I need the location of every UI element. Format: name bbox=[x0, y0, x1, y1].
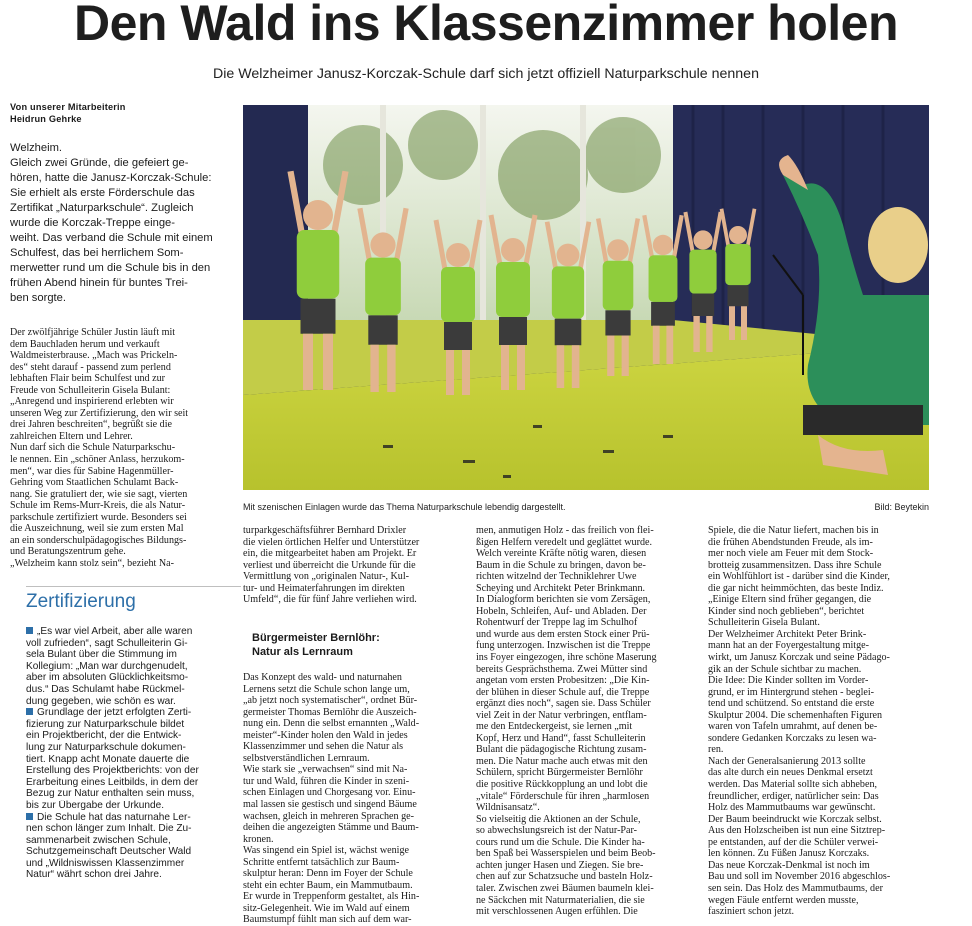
text-line: die positive Rückkopplung an und lobt die bbox=[476, 779, 648, 791]
text-line: Baumstumpf fühlt man sich auf dem war- bbox=[243, 914, 412, 926]
text-line: „ab jetzt noch systematischer“, ordnet Bür- bbox=[243, 695, 418, 707]
zert-text: Erstellung des Projektberichts: von der bbox=[26, 765, 199, 777]
text-line: Vermittlung von „originalen Natur-, Kul- bbox=[243, 571, 410, 583]
zert-text: aber im absoluten Glücklichkeitsmo- bbox=[26, 672, 189, 684]
text-line: lebhaften Flair beim Schulfest und zur bbox=[10, 373, 166, 385]
byline-line: Von unserer Mitarbeiterin bbox=[10, 102, 126, 112]
text-line: Er wurde in Treppenform gestaltet, als Hin- bbox=[243, 891, 420, 903]
zert-text: nen schon länger zum Inhalt. Die Zu- bbox=[26, 823, 192, 835]
column-2a bbox=[243, 525, 468, 606]
text-line: Scheying und Architekt Peter Brinkmann. bbox=[476, 582, 646, 594]
text-line: Freude von Schulleiterin Gisela Bulant: bbox=[10, 384, 171, 396]
text-line: Rohentwurf der Treppe lag im Schulhof bbox=[476, 617, 638, 629]
text-line: Holz des Mammutbaums war gewünscht. bbox=[708, 802, 876, 814]
text-line: Bau und soll im November 2016 abgeschlos- bbox=[708, 871, 891, 883]
text-line: Lernens setzt die Schule schon lange um, bbox=[243, 683, 410, 695]
text-line: ins Foyer eingezogen, ihre schöne Maserung bbox=[476, 652, 657, 664]
text-line: Waldmeisterbrause. „Mach was Prickeln- bbox=[10, 350, 178, 362]
text-line: men. Die Natur mache auch etwas mit den bbox=[476, 755, 648, 767]
text-line: verliest und überreicht die Urkunde für die bbox=[243, 559, 416, 571]
text-line: sondere Gedanken Korczaks zu lesen wa- bbox=[708, 732, 877, 744]
photo-illustration bbox=[243, 105, 929, 490]
text-line: kronen. bbox=[243, 833, 274, 845]
text-line: an ein sonderschulpädagogisches Bildungs- bbox=[10, 534, 187, 546]
zert-line bbox=[26, 742, 241, 754]
zert-line bbox=[26, 661, 241, 673]
text-line: Hobeln, Schleifen, Auf- und Abladen. Der bbox=[476, 605, 647, 617]
text-line: sitz-Gelegenheit. Wie im Wald auf einem bbox=[243, 902, 410, 914]
text-line: schen Einlagen und Chorgesang vor. Einu- bbox=[243, 787, 416, 799]
text-line: Die Idee: Die Kinder sollten im Vorder- bbox=[708, 675, 869, 687]
text-line: ne Säckchen mit Naturmaterialien, die sie bbox=[476, 894, 645, 906]
text-line: tend und schützend. So entstand die erste bbox=[708, 698, 875, 710]
text-line: meister“-Kinder holen den Wald in jedes bbox=[243, 729, 408, 741]
text-line: wurde die Korczak-Treppe einge- bbox=[10, 217, 175, 229]
bullet-square-icon bbox=[26, 627, 33, 634]
text-line: ein Wohlfühlort ist - darüber sind die Kinder, bbox=[708, 571, 890, 583]
text-line: selbstverständlichen Lernraum. bbox=[243, 752, 370, 764]
text-line: dem Bauchladen herum und verkauft bbox=[10, 338, 160, 350]
text-line: Was singend ein Spiel ist, wächst wenige bbox=[243, 845, 409, 857]
photo-caption: Mit szenischen Einlagen wurde das Thema Naturparkschule lebendig dargestellt. bbox=[243, 502, 566, 512]
zert-line bbox=[26, 788, 241, 800]
column-4 bbox=[708, 525, 932, 918]
zert-text: Schutzgemeinschaft Deutscher Wald bbox=[26, 846, 192, 858]
zert-line bbox=[26, 812, 241, 824]
text-line: len können. Zu Füßen Janusz Korczaks. bbox=[708, 848, 870, 860]
text-line: wegen Fäule entfernt werden musste, bbox=[708, 894, 859, 906]
text-line: sen sein. Das Holz des Mammutbaums, der bbox=[708, 882, 883, 894]
text-line: Skulptur 2004. Die schemenhaften Figuren bbox=[708, 709, 883, 721]
text-line: So vielseitig die Aktionen an der Schule, bbox=[476, 813, 641, 825]
text-line: Zertifikat „Naturparkschule“. Zugleich bbox=[10, 202, 194, 214]
text-line: des“ steht darauf - passend zum perlend bbox=[10, 361, 171, 373]
column-2-subheading bbox=[252, 632, 467, 659]
text-line: Schritte entfernt tatsächlich zur Baum- bbox=[243, 856, 400, 868]
text-line: Schülern, spricht Bürgermeister Bernlöhr bbox=[476, 767, 643, 779]
bullet-square-icon bbox=[26, 708, 33, 715]
zert-text: Bezug zur Natur enthalten sein muss, bbox=[26, 788, 195, 800]
zert-text: sammenarbeit zwischen Schule, bbox=[26, 834, 171, 846]
text-line: taler. Zwischen zwei Bäumen baumeln klei- bbox=[476, 882, 654, 894]
text-line: deihen die angezeigten Stämme und Baum- bbox=[243, 822, 419, 834]
text-line: die frühen Abendstunden Freude, als im- bbox=[708, 536, 873, 548]
zert-text: tiert. Knapp acht Monate dauerte die bbox=[26, 753, 190, 765]
text-line: freundlicher, erdiger, natürlicher sein: Das bbox=[708, 790, 879, 802]
zert-line bbox=[26, 835, 241, 847]
text-line: werden. Das Material sollte sich abheben, bbox=[708, 779, 878, 791]
text-line: chen auf zur Schatzsuche und basteln Holz- bbox=[476, 871, 653, 883]
text-line: mer noch viele am Feuer mit dem Stock- bbox=[708, 548, 874, 560]
text-line: richten witzelnd der Techniklehrer Uwe bbox=[476, 571, 637, 583]
text-line: Der zwölfjährige Schüler Justin läuft mit bbox=[10, 327, 176, 338]
zert-text: „Es war viel Arbeit, aber alle waren bbox=[37, 626, 193, 637]
text-line: zahlreichen Eltern und Lehrer. bbox=[10, 430, 133, 442]
text-line: Schulleiterin Gisela Bulant. bbox=[708, 617, 820, 629]
zert-text: Grundlage der jetzt erfolgten Zerti- bbox=[37, 707, 192, 719]
text-line: turparkgeschäftsführer Bernhard Drixler bbox=[243, 525, 407, 536]
text-line: Gehring vom Staatlichen Schulamt Back- bbox=[10, 477, 179, 489]
text-line: brotteig zusammensitzen. Dass ihre Schule bbox=[708, 559, 882, 571]
zert-line bbox=[26, 707, 241, 719]
text-line: wirkt, um Janusz Korczak und seine Pädago- bbox=[708, 652, 890, 664]
zert-line bbox=[26, 800, 241, 812]
text-line: die Auszeichnung, weil sie zum ersten Mal bbox=[10, 523, 184, 535]
zertifizierung-heading: Zertifizierung bbox=[26, 591, 136, 612]
text-line: angetan vom ersten Probesitzen: „Die Kin- bbox=[476, 675, 650, 687]
text-line: weiht. Das verband die Schule mit einem bbox=[10, 232, 213, 244]
zert-text: Natur“ währt schon drei Jahre. bbox=[26, 869, 162, 881]
text-line: so abwechslungsreich ist der Natur-Par- bbox=[476, 825, 638, 837]
subheadline: Die Welzheimer Janusz-Korczak-Schule darf sich jetzt offiziell Naturparkschule nennen bbox=[213, 66, 759, 82]
zert-line bbox=[26, 649, 241, 661]
text-line: der blühen in dieser Schule auf, die Treppe bbox=[476, 686, 650, 698]
zert-line bbox=[26, 869, 241, 881]
text-line: wachsen, gleich in mehreren Sprachen ge- bbox=[243, 810, 414, 822]
text-line: merwetter rund um die Schule bis in den bbox=[10, 262, 211, 274]
text-line: „Einige Eltern sind früher gegangen, die bbox=[708, 594, 872, 606]
text-line: ben Spaß bei Wasserspielen und beim Beob- bbox=[476, 848, 656, 860]
text-line: „Anregend und inspirierend erlebten wir bbox=[10, 396, 174, 408]
text-line: ben sorgte. bbox=[10, 292, 66, 304]
article-photo bbox=[243, 105, 929, 490]
zert-text: ein Projektbericht, der die Entwick- bbox=[26, 730, 182, 742]
bullet-square-icon bbox=[26, 813, 33, 820]
text-line: Baum in die Schule zu bringen, davon be- bbox=[476, 559, 646, 571]
column-1 bbox=[10, 327, 242, 569]
text-line: fasziniert schon jetzt. bbox=[708, 906, 795, 918]
text-line: grund, er im Hintergrund stehen - beglei- bbox=[708, 686, 875, 698]
zert-line bbox=[26, 777, 241, 789]
text-line: tur und Wald, führen die Kinder in szeni- bbox=[243, 775, 410, 787]
text-line: Sie erhielt als erste Förderschule das bbox=[10, 187, 195, 199]
zertifizierung-box bbox=[26, 626, 241, 881]
text-line: nung ein. Denn die selbst ernannten „Wald- bbox=[243, 718, 420, 730]
text-line: ein, die mitgearbeitet haben am Projekt. Er bbox=[243, 548, 417, 560]
text-line: nang. Sie gratuliert der, wie sie sagt, vierten bbox=[10, 488, 188, 500]
zert-line bbox=[26, 823, 241, 835]
text-line: men, anmutigen Holz - das freilich von flei- bbox=[476, 525, 654, 536]
text-line: fung unterzogen. Inzwischen ist die Treppe bbox=[476, 640, 651, 652]
text-line: Umfeld“, die für fünf Jahre verliehen wird. bbox=[243, 594, 417, 606]
intro-paragraph bbox=[10, 141, 242, 306]
text-line: Nun darf sich die Schule Naturparkschu- bbox=[10, 442, 176, 454]
text-line: frühen Abend hinein für buntes Trei- bbox=[10, 277, 188, 289]
text-line: Das Konzept des wald- und naturnahen bbox=[243, 672, 402, 683]
text-line: pe entstanden, auf der die Schüler verwei- bbox=[708, 836, 879, 848]
text-line: me den Entdeckergeist, sie lernen „mit bbox=[476, 721, 633, 733]
text-line: ßigen Helfern veredelt und geglättet wurde. bbox=[476, 536, 653, 548]
zert-line bbox=[26, 858, 241, 870]
text-line: ren. bbox=[708, 744, 724, 756]
text-line: „vitale“ Förderschule für ihren „harmlosen bbox=[476, 790, 650, 802]
text-line: Aus den Holzscheiben ist nun eine Sitztrep- bbox=[708, 825, 886, 837]
subheading-line: Natur als Lernraum bbox=[252, 645, 353, 658]
text-line: viel Zeit in der Natur verbringen, entflam- bbox=[476, 709, 647, 721]
zert-line bbox=[26, 684, 241, 696]
text-line: Spiele, die die Natur liefert, machen bis in bbox=[708, 525, 879, 536]
zert-line bbox=[26, 672, 241, 684]
text-line: Klassenzimmer und sehen die Natur als bbox=[243, 741, 404, 753]
zert-text: bis zur Übergabe der Urkunde. bbox=[26, 799, 165, 811]
zert-text: sela Bulant über die Stimmung im bbox=[26, 649, 177, 661]
zert-line bbox=[26, 696, 241, 708]
text-line: das alte durch ein neues Denkmal ersetzt bbox=[708, 767, 873, 779]
text-line: mit verschlossenen Augen erfühlen. Die bbox=[476, 906, 638, 918]
zert-line bbox=[26, 626, 241, 638]
column-2b bbox=[243, 672, 468, 926]
zert-line bbox=[26, 719, 241, 731]
text-line: tur- und Heimaterfahrungen im direkten bbox=[243, 582, 405, 594]
text-line: ergänzt dies noch“, sagen sie. Dass Schüler bbox=[476, 698, 651, 710]
text-line: Der Welzheimer Architekt Peter Brink- bbox=[708, 628, 867, 640]
text-line: Gleich zwei Gründe, die gefeiert ge- bbox=[10, 157, 189, 169]
text-line: parkschule zertifiziert wurde. Besonders sei bbox=[10, 511, 187, 523]
byline-author: Heidrun Gehrke bbox=[10, 114, 82, 124]
text-line: Schulfest, das bei herrlichem Som- bbox=[10, 247, 184, 259]
zert-text: lung zur Naturparkschule dokumen- bbox=[26, 741, 186, 753]
text-line: In Dialogform berichten sie vom Zersägen, bbox=[476, 594, 651, 606]
text-line: hören, hatte die Janusz-Korczak-Schule: bbox=[10, 172, 212, 184]
photo-credit: Bild: Beytekin bbox=[874, 502, 929, 512]
text-line: Schule im Rems-Murr-Kreis, die als Natur- bbox=[10, 500, 186, 512]
text-line: Welch vereinte Kräfte nötig waren, diesen bbox=[476, 548, 647, 560]
text-line: unseren Weg zur Zertifizierung, den wir seit bbox=[10, 407, 189, 419]
zert-text: fizierung zur Naturparkschule bildet bbox=[26, 718, 185, 730]
column-3 bbox=[476, 525, 700, 918]
text-line: die vielen örtlichen Helfer und Unterstützer bbox=[243, 536, 420, 548]
text-line: cours rund um die Schule. Die Kinder ha- bbox=[476, 836, 645, 848]
subheading-line: Bürgermeister Bernlöhr: bbox=[252, 632, 380, 644]
text-line: Welzheim. bbox=[10, 142, 63, 154]
text-line: Kinder sind noch geblieben“, berichtet bbox=[708, 605, 865, 617]
zert-text: Erarbeitung eines Leitbilds, in dem der bbox=[26, 776, 199, 788]
text-line: und wurde aus dem ersten Stock einer Prü- bbox=[476, 628, 650, 640]
text-line: skulptur heran: Denn im Foyer der Schule bbox=[243, 868, 413, 880]
zert-line bbox=[26, 846, 241, 858]
text-line: Nach der Generalsanierung 2013 sollte bbox=[708, 755, 866, 767]
text-line: le nennen. Ein „schöner Anlass, herzukom- bbox=[10, 454, 185, 466]
text-line: germeister Thomas Bernlöhr die Auszeich- bbox=[243, 706, 417, 718]
text-line: gik an der Schule sichtbar zu machen. bbox=[708, 663, 862, 675]
text-line: waren von Tafeln umrahmt, auf denen be- bbox=[708, 721, 878, 733]
text-line: Das neue Korczak-Denkmal ist noch im bbox=[708, 859, 870, 871]
zert-line bbox=[26, 638, 241, 650]
text-line: Kopf, Herz und Hand“, fasst Schulleiterin bbox=[476, 732, 646, 744]
text-line: bereits Gesprächsthema. Zwei Mütter sind bbox=[476, 663, 648, 675]
text-line: mann hat an der Foyergestaltung mitge- bbox=[708, 640, 869, 652]
text-line: achten junger Hasen und Ziegen. Sie bre- bbox=[476, 859, 644, 871]
text-line: drei Jahren beschreiten“, begrüßt sie die bbox=[10, 419, 172, 431]
zert-line bbox=[26, 765, 241, 777]
text-line: Wie stark sie „verwachsen“ sind mit Na- bbox=[243, 764, 408, 776]
zert-text: und „Wildniswissen Klassenzimmer bbox=[26, 857, 185, 869]
zert-text: Die Schule hat das naturnahe Ler- bbox=[37, 811, 191, 823]
zert-text: Kollegium: „Man war durchgenudelt, bbox=[26, 660, 188, 672]
text-line: und Beratungszentrum gehe. bbox=[10, 546, 126, 558]
headline: Den Wald ins Klassenzimmer holen bbox=[73, 0, 898, 51]
text-line: die gar nicht heimmöchten, das beste Indiz. bbox=[708, 582, 884, 594]
text-line: Bulant die pädagogische Richtung zusam- bbox=[476, 744, 647, 756]
zert-line bbox=[26, 730, 241, 742]
zert-text: dung gegeben, wie schön es war. bbox=[26, 695, 176, 707]
zert-line bbox=[26, 754, 241, 766]
text-line: mal lassen sie gestisch und singend Bäume bbox=[243, 799, 417, 811]
byline bbox=[10, 101, 240, 125]
text-line: „Welzheim kann stolz sein“, bezieht Na- bbox=[10, 557, 174, 569]
zert-text: dus.“ Das Schulamt habe Rückmel- bbox=[26, 683, 185, 695]
zert-text: voll zufrieden“, sagt Schulleiterin Gi- bbox=[26, 637, 188, 649]
text-line: Wildnisansatz“. bbox=[476, 802, 540, 814]
text-line: steht ein echter Baum, ein Mammutbaum. bbox=[243, 879, 413, 891]
text-line: Der Baum beeindruckt wie Korczak selbst. bbox=[708, 813, 882, 825]
text-line: men“, war dies für Sabine Hagenmüller- bbox=[10, 465, 174, 477]
